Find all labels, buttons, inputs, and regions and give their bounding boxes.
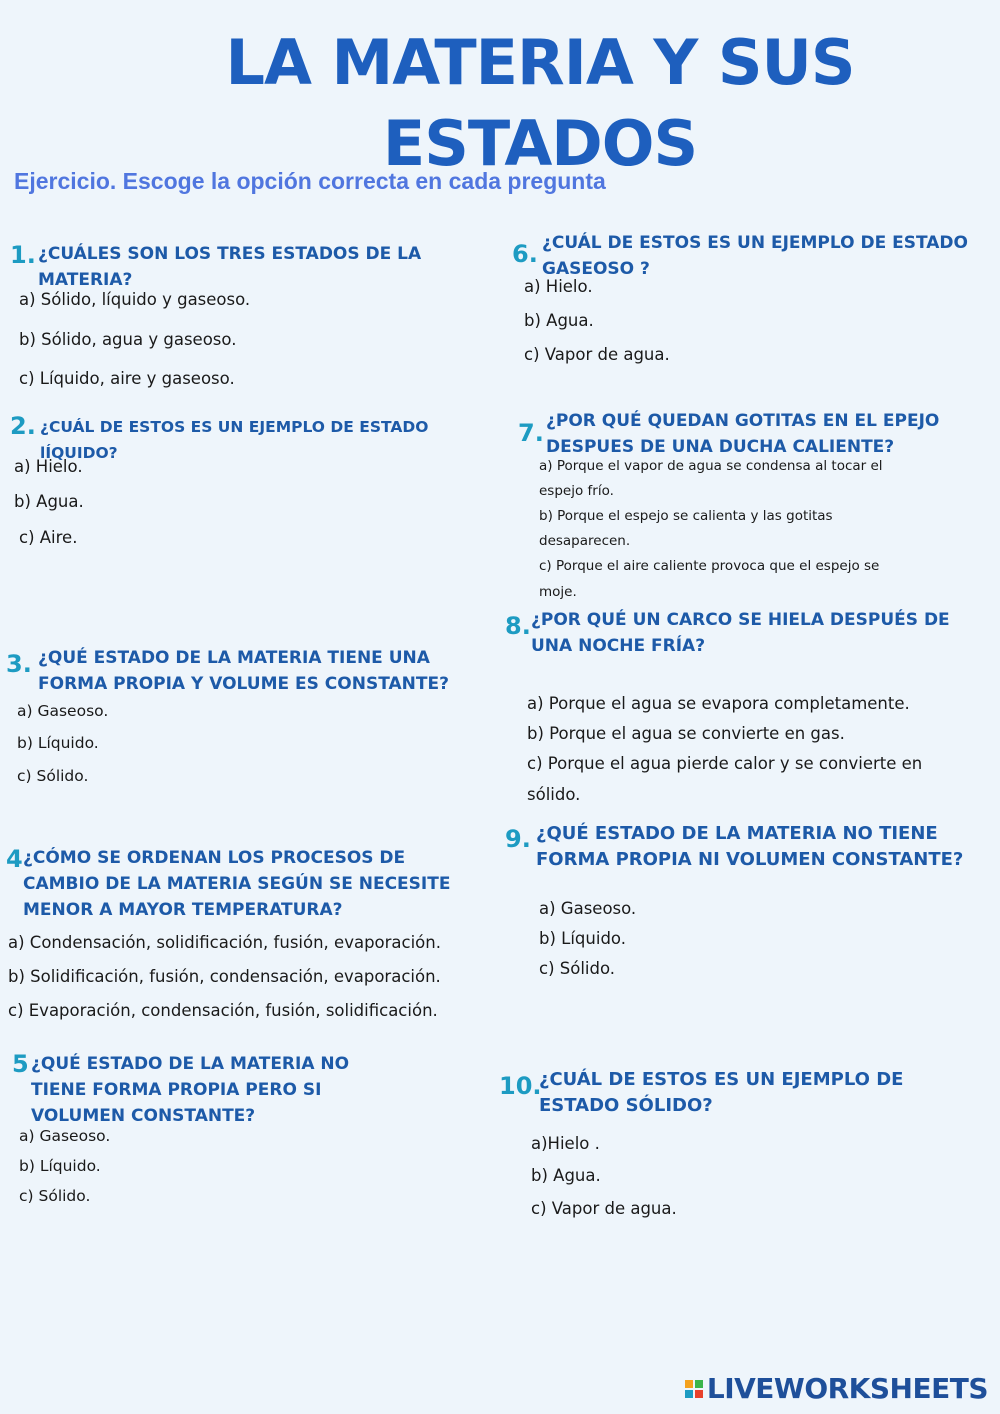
question-4-option-a[interactable]: a) Condensación, solidificación, fusión, evaporación. xyxy=(8,933,441,952)
question-2-text: ¿CUÁL DE ESTOS ES UN EJEMPLO DE ESTADO lÍQUIDO? xyxy=(40,418,429,462)
question-7-number: 7. xyxy=(518,419,544,447)
question-3-number: 3. xyxy=(6,650,32,678)
question-2-number: 2. xyxy=(10,412,36,440)
question-10-number: 10. xyxy=(499,1072,542,1100)
question-2-option-c[interactable]: c) Aire. xyxy=(19,528,78,547)
question-9-number: 9. xyxy=(505,825,531,853)
question-4-text: ¿CÓMO SE ORDENAN LOS PROCESOS DE CAMBIO DE LA MATERIA SEGÚN SE NECESITE MENOR A MAYOR TEMPERATURA? xyxy=(23,848,451,920)
question-6-option-b[interactable]: b) Agua. xyxy=(524,311,594,330)
question-5-option-b[interactable]: b) Líquido. xyxy=(19,1157,101,1175)
question-8-option-c-cont[interactable]: sólido. xyxy=(527,785,581,804)
question-6-text: ¿CUÁL DE ESTOS ES UN EJEMPLO DE ESTADO GASEOSO ? xyxy=(542,233,968,279)
question-4-option-b[interactable]: b) Solidificación, fusión, condensación, evaporación. xyxy=(8,967,441,986)
title-line-1: LA MATERIA Y SUS xyxy=(225,26,855,99)
question-1-option-b[interactable]: b) Sólido, agua y gaseoso. xyxy=(19,330,237,349)
question-8-text: ¿POR QUÉ UN CARCO SE HIELA DESPUÉS DE UNA NOCHE FRÍA? xyxy=(531,610,950,656)
question-1-option-c[interactable]: c) Líquido, aire y gaseoso. xyxy=(19,369,235,388)
question-9-option-a[interactable]: a) Gaseoso. xyxy=(539,899,637,918)
question-9-text: ¿QUÉ ESTADO DE LA MATERIA NO TIENE FORMA PROPIA NI VOLUMEN CONSTANTE? xyxy=(536,823,964,870)
liveworksheets-icon xyxy=(685,1380,703,1398)
question-8-option-a[interactable]: a) Porque el agua se evapora completamente. xyxy=(527,694,910,713)
question-7-option-c-cont[interactable]: moje. xyxy=(539,584,577,600)
question-8-option-c[interactable]: c) Porque el agua pierde calor y se convierte en xyxy=(527,754,923,773)
question-10-text: ¿CUÁL DE ESTOS ES UN EJEMPLO DE ESTADO SÓLIDO? xyxy=(539,1069,904,1116)
question-2-option-b[interactable]: b) Agua. xyxy=(14,492,84,511)
question-6-number: 6. xyxy=(512,240,538,268)
question-3-option-b[interactable]: b) Líquido. xyxy=(17,734,99,752)
instructions: Ejercicio. Escoge la opción correcta en cada pregunta xyxy=(14,168,606,194)
question-3-option-c[interactable]: c) Sólido. xyxy=(17,767,89,785)
question-7-text: ¿POR QUÉ QUEDAN GOTITAS EN EL EPEJO DESPUES DE UNA DUCHA CALIENTE? xyxy=(546,411,940,457)
question-9-option-c[interactable]: c) Sólido. xyxy=(539,959,616,978)
question-7-option-b-cont[interactable]: desaparecen. xyxy=(539,533,631,549)
question-7-option-c[interactable]: c) Porque el aire caliente provoca que el espejo se xyxy=(539,558,880,574)
question-3-text: ¿QUÉ ESTADO DE LA MATERIA TIENE UNA FORMA PROPIA Y VOLUME ES CONSTANTE? xyxy=(38,648,449,694)
question-7-option-a-cont[interactable]: espejo frío. xyxy=(539,483,614,499)
question-9-option-b[interactable]: b) Líquido. xyxy=(539,929,626,948)
question-1-number: 1. xyxy=(10,241,36,269)
title-line-2: ESTADOS xyxy=(382,107,698,180)
question-7-option-b[interactable]: b) Porque el espejo se calienta y las gotitas xyxy=(539,508,833,524)
liveworksheets-logo-text: LIVEWORKSHEETS xyxy=(706,1372,988,1405)
question-8-option-b[interactable]: b) Porque el agua se convierte en gas. xyxy=(527,724,845,743)
question-1-text: ¿CUÁLES SON LOS TRES ESTADOS DE LA MATERIA? xyxy=(38,244,422,290)
question-3-option-a[interactable]: a) Gaseoso. xyxy=(17,702,109,720)
question-1-option-a[interactable]: a) Sólido, líquido y gaseoso. xyxy=(19,290,251,309)
question-5-text: ¿QUÉ ESTADO DE LA MATERIA NO TIENE FORMA PROPIA PERO SI VOLUMEN CONSTANTE? xyxy=(31,1054,350,1126)
question-5-option-a[interactable]: a) Gaseoso. xyxy=(19,1127,111,1145)
question-4-number: 4 xyxy=(6,845,23,873)
question-2-option-a[interactable]: a) Hielo. xyxy=(14,457,83,476)
question-10-option-c[interactable]: c) Vapor de agua. xyxy=(531,1199,677,1218)
question-10-option-a[interactable]: a)Hielo . xyxy=(531,1134,600,1153)
question-8-number: 8. xyxy=(505,612,531,640)
question-5-option-c[interactable]: c) Sólido. xyxy=(19,1187,91,1205)
question-4-option-c[interactable]: c) Evaporación, condensación, fusión, solidificación. xyxy=(8,1001,438,1020)
question-7-option-a[interactable]: a) Porque el vapor de agua se condensa al tocar el xyxy=(539,458,883,474)
question-10-option-b[interactable]: b) Agua. xyxy=(531,1166,601,1185)
liveworksheets-logo[interactable] xyxy=(685,1372,988,1405)
question-6-option-c[interactable]: c) Vapor de agua. xyxy=(524,345,670,364)
question-5-number: 5 xyxy=(12,1050,29,1078)
question-6-option-a[interactable]: a) Hielo. xyxy=(524,277,593,296)
